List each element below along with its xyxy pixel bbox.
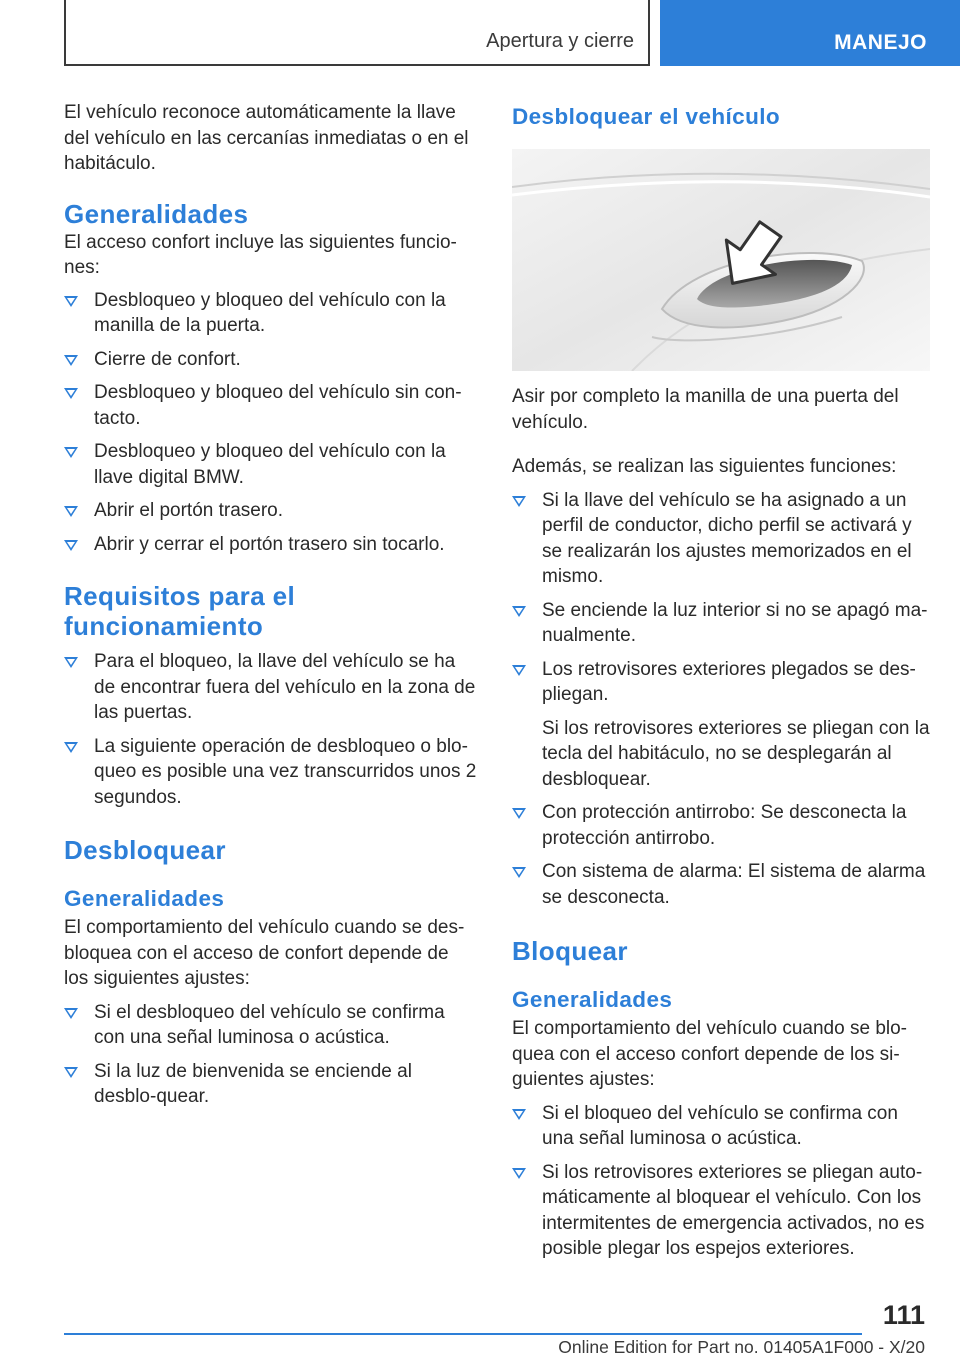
door-handle-illustration bbox=[512, 149, 930, 371]
generalidades-list bbox=[64, 288, 478, 558]
triangle-bullet-icon bbox=[64, 506, 78, 517]
triangle-bullet-icon bbox=[64, 355, 78, 366]
triangle-bullet-icon bbox=[64, 657, 78, 668]
heading-desbloquear-vehiculo: Desbloquear el vehículo bbox=[512, 104, 781, 129]
intro-paragraph: El vehículo reconoce automáticamente la llave del vehículo en las cercanías inmediatas o en el habitáculo. bbox=[64, 102, 469, 174]
list-item: Desbloqueo y bloqueo del vehículo con la llave digital BMW. bbox=[64, 439, 478, 490]
triangle-bullet-icon bbox=[512, 496, 526, 507]
triangle-bullet-icon bbox=[64, 1067, 78, 1078]
list-item: Con sistema de alarma: El sistema de alarma se desconecta. bbox=[512, 859, 930, 910]
triangle-bullet-icon bbox=[512, 867, 526, 878]
triangle-bullet-icon bbox=[64, 447, 78, 458]
list-item: Abrir y cerrar el portón trasero sin tocarlo. bbox=[64, 532, 478, 558]
left-column bbox=[64, 100, 478, 1110]
triangle-bullet-icon bbox=[64, 540, 78, 551]
list-item: Si el desbloqueo del vehículo se confirma con una señal luminosa o acústica. bbox=[64, 1000, 478, 1051]
header-section-title: Apertura y cierre bbox=[486, 30, 634, 52]
heading-generalidades: Generalidades bbox=[64, 198, 249, 229]
subheading-generalidades: Generalidades bbox=[64, 886, 225, 911]
bloquear-list bbox=[512, 1101, 930, 1262]
list-item: Abrir el portón trasero. bbox=[64, 498, 478, 524]
triangle-bullet-icon bbox=[512, 665, 526, 676]
list-item: Si la luz de bienvenida se enciende al desblo-quear. bbox=[64, 1059, 478, 1110]
ademas-paragraph: Además, se realizan las siguientes funciones: bbox=[512, 456, 897, 477]
requisitos-list bbox=[64, 649, 478, 810]
list-item: Si la llave del vehículo se ha asignado a un perfil de conductor, dicho perfil se activará y se realizarán los ajustes memorizados en el mismo. bbox=[512, 488, 930, 590]
desbloquear-paragraph: El comportamiento del vehículo cuando se des-bloquea con el acceso de confort depende de los siguientes ajustes: bbox=[64, 917, 465, 989]
triangle-bullet-icon bbox=[512, 606, 526, 617]
desbloquear-list bbox=[64, 1000, 478, 1110]
page-number: 111 bbox=[882, 1300, 925, 1330]
bloquear-paragraph: El comportamiento del vehículo cuando se blo-quea con el acceso confort depende de los si-guientes ajustes: bbox=[512, 1018, 908, 1090]
header-chapter-label: MANEJO bbox=[834, 31, 927, 54]
list-item: Con protección antirrobo: Se desconecta la protección antirrobo. bbox=[512, 800, 930, 851]
heading-bloquear: Bloquear bbox=[512, 936, 628, 966]
image-caption: Asir por completo la manilla de una puerta del vehículo. bbox=[512, 386, 899, 433]
list-item: Si los retrovisores exteriores se pliegan auto-máticamente al bloquear el vehículo. Con los intermitentes de emergencia activados, no es posible plegar los espejos exteriores. bbox=[512, 1160, 930, 1262]
triangle-bullet-icon bbox=[512, 808, 526, 819]
triangle-bullet-icon bbox=[512, 1168, 526, 1179]
list-item: Desbloqueo y bloqueo del vehículo con la manilla de la puerta. bbox=[64, 288, 478, 339]
triangle-bullet-icon bbox=[64, 1008, 78, 1019]
triangle-bullet-icon bbox=[64, 742, 78, 753]
list-item: Los retrovisores exteriores plegados se des-pliegan. Si los retrovisores exteriores se pliegan con la tecla del habitáculo, no se desplegarán al desbloquear. bbox=[512, 657, 930, 793]
list-item: Se enciende la luz interior si no se apagó ma-nualmente. bbox=[512, 598, 930, 649]
footer-edition: Online Edition for Part no. 01405A1F000 - X/20 bbox=[558, 1337, 925, 1357]
list-item: Si el bloqueo del vehículo se confirma con una señal luminosa o acústica. bbox=[512, 1101, 930, 1152]
triangle-bullet-icon bbox=[512, 1109, 526, 1120]
triangle-bullet-icon bbox=[64, 296, 78, 307]
right-column bbox=[512, 100, 930, 1262]
retrovisores-note: Si los retrovisores exteriores se pliegan con la tecla del habitáculo, no se desplegarán al desbloquear. bbox=[542, 717, 930, 790]
header-section-box bbox=[64, 0, 650, 66]
footer-divider bbox=[64, 1333, 862, 1335]
subheading-generalidades-bloquear: Generalidades bbox=[512, 987, 673, 1012]
heading-requisitos: Requisitos para el funcionamiento bbox=[64, 581, 296, 641]
list-item: Desbloqueo y bloqueo del vehículo sin con-tacto. bbox=[64, 380, 478, 431]
list-item: Para el bloqueo, la llave del vehículo se ha de encontrar fuera del vehículo en la zona de las puertas. bbox=[64, 649, 478, 726]
list-item: Cierre de confort. bbox=[64, 347, 478, 373]
generalidades-paragraph: El acceso confort incluye las siguientes funcio-nes: bbox=[64, 231, 457, 278]
ademas-list bbox=[512, 488, 930, 911]
list-item: La siguiente operación de desbloqueo o blo-queo es posible una vez transcurridos unos 2 segundos. bbox=[64, 734, 478, 811]
header-chapter-tab bbox=[660, 0, 960, 66]
heading-desbloquear: Desbloquear bbox=[64, 835, 226, 865]
triangle-bullet-icon bbox=[64, 388, 78, 399]
